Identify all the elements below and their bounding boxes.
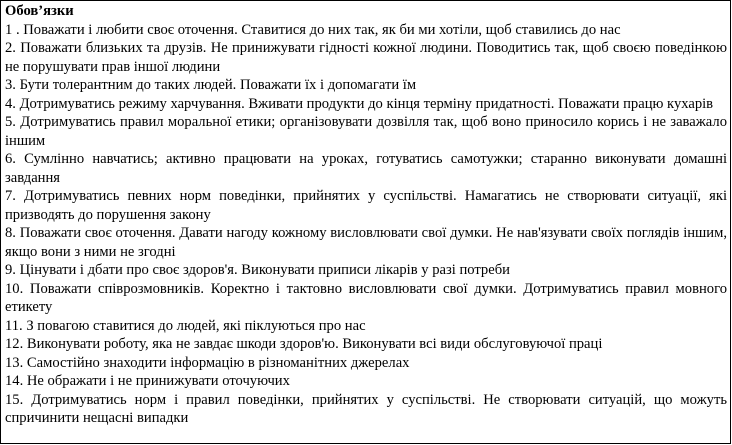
duty-item: 5. Дотримуватись правил моральної етики; організовувати дозвілля так, щоб воно приносило корись і не заважало іншим xyxy=(5,114,727,149)
duty-item: 9. Цінувати і дбати про своє здоров'я. Виконувати приписи лікарів у разі потреби xyxy=(5,262,510,278)
duties-cell xyxy=(5,2,727,428)
duty-item: 3. Бути толерантним до таких людей. Поважати їх і допомагати їм xyxy=(5,77,417,93)
duty-item: 10. Поважати співрозмовників. Коректно і тактовно висловлювати свої думки. Дотримуватись правил мовного етикету xyxy=(5,280,727,315)
duty-item: 2. Поважати близьких та друзів. Не принижувати гідності кожної людини. Поводитись так, щоб своєю поведінкою не порушувати прав іншої людини xyxy=(5,40,727,75)
duty-item: 13. Самостійно знаходити інформацію в різноманітних джерелах xyxy=(5,354,410,371)
duties-list xyxy=(5,21,727,428)
duties-heading: Обов’язки xyxy=(5,3,74,19)
duty-item: 4. Дотримуватись режиму харчування. Вживати продукти до кінця терміну придатності. Поважати працю кухарів xyxy=(5,95,714,112)
duty-item: 6. Сумлінно навчатись; активно працювати на уроках, готуватись самотужки; старанно виконувати домашні завдання xyxy=(5,151,727,186)
duty-item: 14. Не ображати і не принижувати оточуючих xyxy=(5,373,290,389)
duty-item: 8. Поважати своє оточення. Давати нагоду кожному висловлювати свої думки. Не нав'язувати своїх поглядів іншим, якщо вони з ними не згодні xyxy=(5,225,727,260)
duty-item: 15. Дотримуватись норм і правил поведінки, прийнятих у суспільстві. Не створювати ситуацій, що можуть спричинити нещасні випадки xyxy=(5,391,727,426)
duty-item: 12. Виконувати роботу, яка не завдає шкоди здоров'ю. Виконувати всі види обслуговуючої праці xyxy=(5,336,603,352)
duty-item: 11. З повагою ставитися до людей, які піклуються про нас xyxy=(5,317,366,334)
duty-item: 7. Дотримуватись певних норм поведінки, прийнятих у суспільстві. Намагатись не створювати ситуації, які призводять до порушення закону xyxy=(5,188,727,223)
duty-item: 1 . Поважати і любити своє оточення. Ставитися до них так, як би ми хотіли, щоб ставились до нас xyxy=(5,21,621,38)
